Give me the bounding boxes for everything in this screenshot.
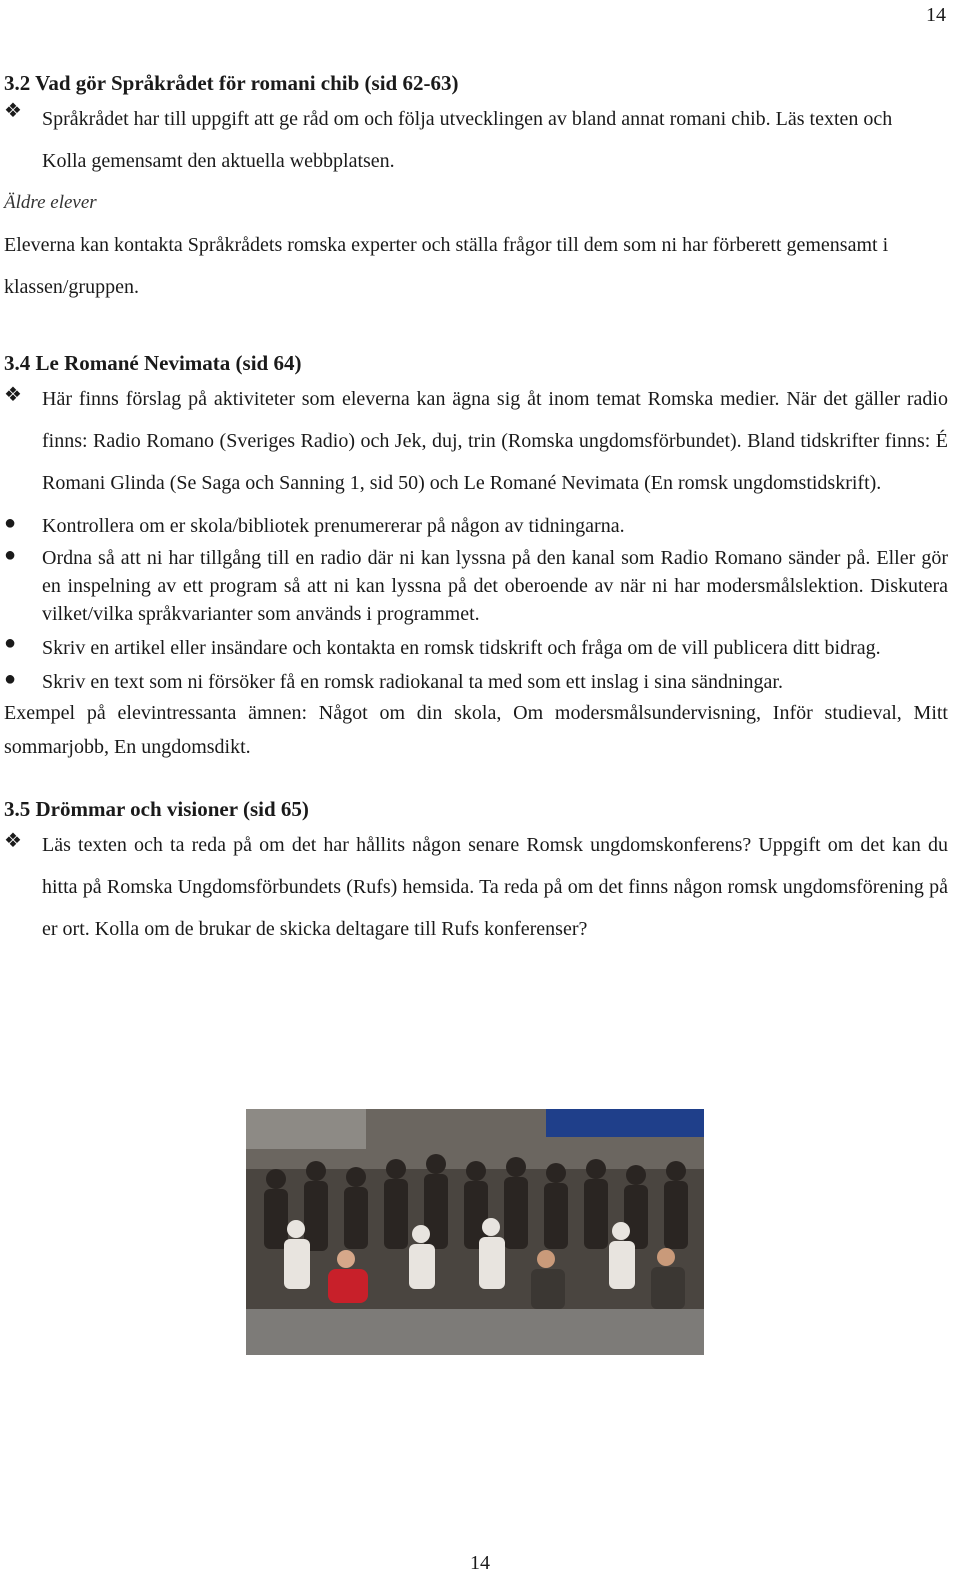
list-item: [4, 544, 948, 628]
list-item-text: Skriv en text som ni försöker få en romsk radiokanal ta med som ett inslag i sina sändningar.: [42, 671, 783, 693]
list-item-text: Ordna så att ni har tillgång till en radio där ni kan lyssna på den kanal som Radio Romano sänder på. Eller gör en inspelning av ett program så att ni kan lyssna på det oberoende av när ni har modersmålslektion. Diskutera vilket/vilka språkvarianter som används i programmet.: [42, 547, 948, 625]
paragraph-examples: Exempel på elevintressanta ämnen: Något om din skola, Om modersmålsundervisning, Inför studieval, Mitt sommarjobb, En ungdomsdikt.: [4, 702, 948, 758]
list-item: [4, 512, 948, 540]
paragraph-3-4: Här finns förslag på aktiviteter som eleverna kan ägna sig åt inom temat Romska medier. När det gäller radio finns: Radio Romano (Sveriges Radio) och Jek, duj, trin (Romska ungdomsförbundet). Bland tidskrifter finns: É Romani Glinda (Se Saga och Sanning 1, sid 50) och Le Romané Nevimata (En romsk ungdomstidskrift).: [42, 388, 948, 494]
list-item: [4, 632, 948, 664]
page-number-bottom: 14: [470, 1552, 490, 1574]
bullet-item-3-4: [4, 378, 948, 504]
paragraph-3-2: Språkrådet har till uppgift att ge råd om och följa utvecklingen av bland annat romani chib. Läs texten och Kolla gemensamt den aktuella webbplatsen.: [42, 108, 893, 172]
section-heading-3-2: 3.2 Vad gör Språkrådet för romani chib (sid 62-63): [4, 71, 459, 95]
paragraph-3-5: Läs texten och ta reda på om det har hållits någon senare Romsk ungdomskonferens? Uppgift om det kan du hitta på Romska Ungdomsförbundets (Rufs) hemsida. Ta reda på om det finns någon romsk ungdomsförening på er ort. Kolla om de brukar de skicka deltagare till Rufs konferenser?: [42, 834, 948, 940]
group-photo: [246, 1109, 704, 1355]
bullet-dot-icon: ●: [4, 632, 17, 654]
bullet-dot-icon: ●: [4, 544, 17, 566]
bullet-item-3-5: [4, 824, 948, 950]
section-heading-3-5: 3.5 Drömmar och visioner (sid 65): [4, 797, 309, 821]
document-body: [4, 68, 948, 950]
page-number-top: 14: [926, 4, 946, 26]
list-item-text: Skriv en artikel eller insändare och kontakta en romsk tidskrift och fråga om de vill publicera ditt bidrag.: [42, 637, 881, 659]
bullet-dot-icon: ●: [4, 512, 17, 534]
list-item-text: Kontrollera om er skola/bibliotek prenumererar på någon av tidningarna.: [42, 515, 625, 537]
bullet-item-3-2: [4, 98, 948, 182]
paragraph-older-students: Eleverna kan kontakta Språkrådets romska experter och ställa frågor till dem som ni har förberett gemensamt i klassen/gruppen.: [4, 234, 889, 298]
diamond-bullet-icon: ❖: [4, 100, 20, 122]
bullet-dot-icon: ●: [4, 668, 17, 690]
section-heading-3-4: 3.4 Le Romané Nevimata (sid 64): [4, 351, 302, 375]
list-item: [4, 668, 948, 696]
group-photo-illustration: [246, 1109, 704, 1355]
diamond-bullet-icon: ❖: [4, 830, 20, 852]
diamond-bullet-icon: ❖: [4, 384, 20, 406]
label-older-students: Äldre elever: [4, 192, 97, 213]
